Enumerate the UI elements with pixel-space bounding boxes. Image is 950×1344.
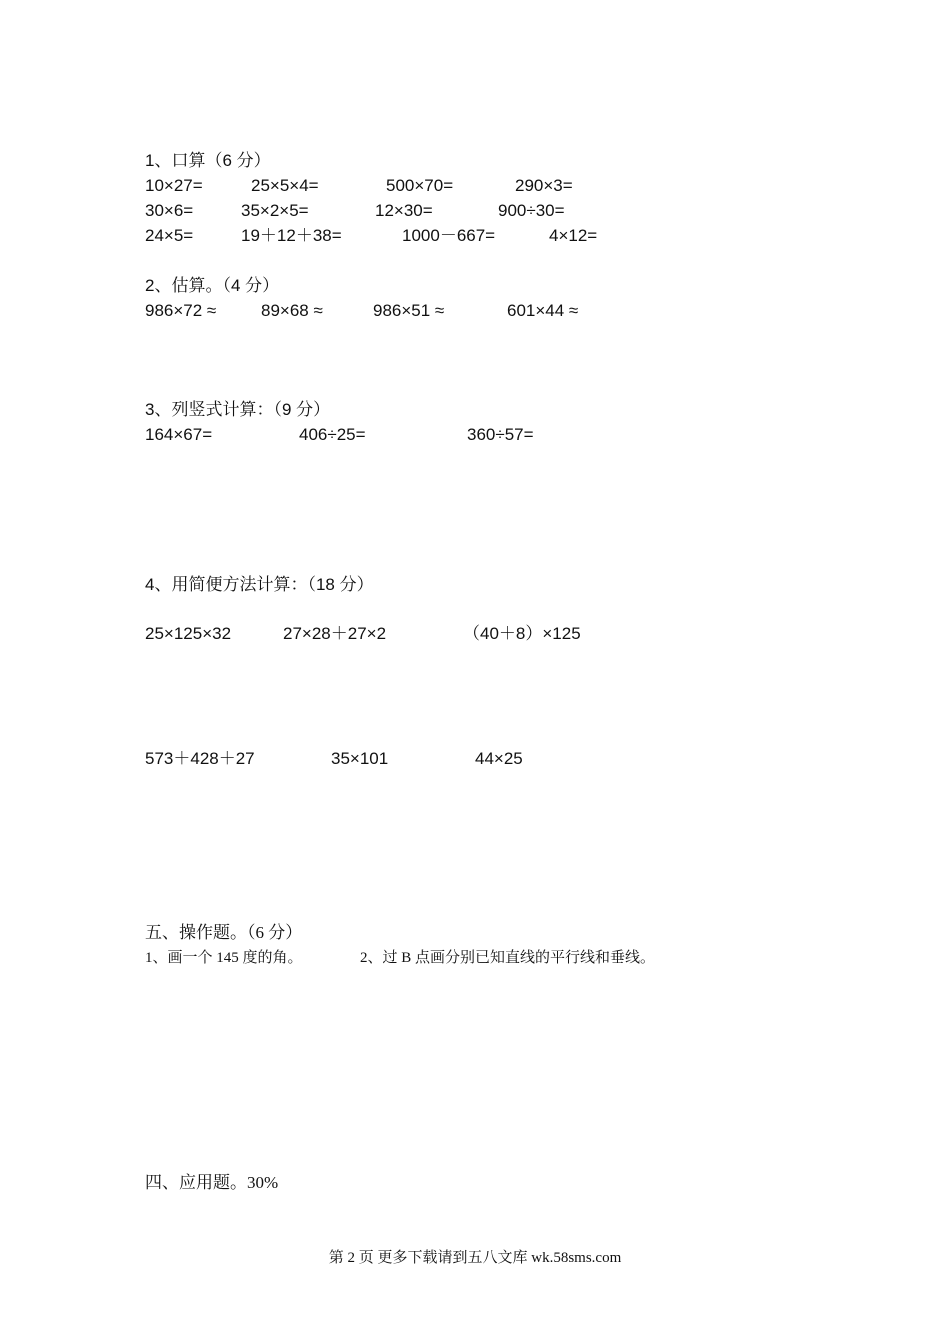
section5-row — [145, 947, 845, 969]
section1-row-3 — [145, 225, 845, 247]
vertical-calc-item: 406÷25= — [299, 425, 366, 444]
section1-heading: 1、口算（6 分） — [145, 151, 271, 170]
oral-calc-item: 19＋12＋38= — [241, 226, 342, 245]
oral-calc-item: 4×12= — [549, 226, 598, 245]
oral-calc-item: 12×30= — [375, 201, 433, 220]
oral-calc-item: 500×70= — [386, 176, 454, 195]
simplify-calc-item: （40＋8）×125 — [463, 624, 581, 643]
page-footer: 第 2 页 更多下载请到五八文库 wk.58sms.com — [328, 1250, 622, 1266]
section4-row-2 — [145, 748, 845, 770]
estimate-item: 601×44 ≈ — [507, 301, 579, 320]
operation-item: 2、过 B 点画分别已知直线的平行线和垂线。 — [360, 950, 656, 966]
section2-heading: 2、估算。（4 分） — [145, 276, 280, 295]
section3-heading: 3、列竖式计算：（9 分） — [145, 400, 331, 419]
simplify-calc-item: 44×25 — [475, 749, 523, 768]
vertical-calc-item: 164×67= — [145, 425, 213, 444]
section6-heading: 四、应用题。30% — [145, 1173, 279, 1192]
estimate-item: 89×68 ≈ — [261, 301, 323, 320]
section1-row-2 — [145, 200, 845, 222]
simplify-calc-item: 27×28＋27×2 — [283, 624, 387, 643]
oral-calc-item: 35×2×5= — [241, 201, 309, 220]
simplify-calc-item: 25×125×32 — [145, 624, 232, 643]
operation-item: 1、画一个 145 度的角。 — [145, 950, 303, 966]
oral-calc-item: 10×27= — [145, 176, 203, 195]
section3-row — [145, 424, 845, 446]
oral-calc-item: 1000－667= — [402, 226, 496, 245]
estimate-item: 986×72 ≈ — [145, 301, 217, 320]
section4-row-1 — [145, 623, 845, 645]
section5-heading: 五、操作题。（6 分） — [145, 923, 303, 942]
oral-calc-item: 900÷30= — [498, 201, 565, 220]
simplify-calc-item: 35×101 — [331, 749, 389, 768]
oral-calc-item: 25×5×4= — [251, 176, 319, 195]
oral-calc-item: 290×3= — [515, 176, 573, 195]
section4-heading: 4、用简便方法计算：（18 分） — [145, 575, 374, 594]
oral-calc-item: 24×5= — [145, 226, 194, 245]
simplify-calc-item: 573＋428＋27 — [145, 749, 255, 768]
vertical-calc-item: 360÷57= — [467, 425, 534, 444]
section2-row — [145, 300, 845, 322]
estimate-item: 986×51 ≈ — [373, 301, 445, 320]
oral-calc-item: 30×6= — [145, 201, 194, 220]
section1-row-1 — [145, 175, 845, 197]
